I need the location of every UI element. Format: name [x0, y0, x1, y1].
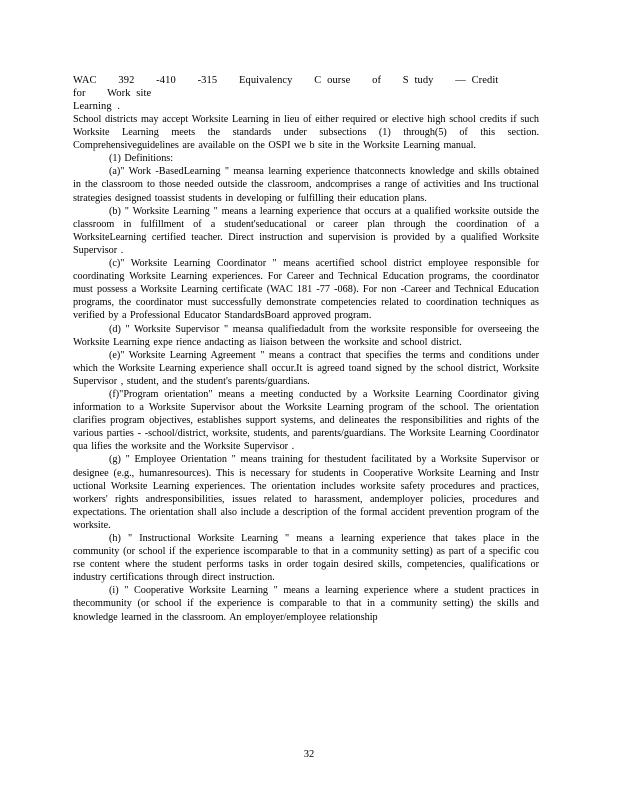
heading-part: WAC: [73, 75, 97, 86]
definition-g: (g) " Employee Orientation " means training for thestudent facilitated by a Worksite Supervisor or designee (e.g., humanresources). This is necessary for students in Cooperative Worksite Learning and Instr uctional Worksite Learning experiences. The orientation includes worksite safety procedures and practices, workers' rights andresponsibilities, issues related to harassment, andemployer policies, procedures and expectations. The orientation shall also include a description of the formal accident prevention program of the worksite.: [73, 454, 539, 531]
heading-part: of: [372, 75, 382, 86]
heading-part: C ourse: [314, 75, 351, 86]
definition-d: (d) " Worksite Supervisor " meansa qualifiedadult from the worksite responsible for overseeing the Worksite Learning expe rience andacting as liaison between the worksite and school district.: [73, 323, 539, 348]
heading-line-2: Learning .: [73, 101, 121, 112]
heading-part: for: [73, 88, 86, 99]
heading-line-1: [73, 74, 539, 100]
definition-e: (e)" Worksite Learning Agreement " means a contract that specifies the terms and conditions under which the Worksite Learning experience shall occur.It is agreed toand signed by the school district, Worksite Supervisor , student, and the student's parents/guardians.: [73, 349, 539, 387]
heading-part: Equivalency: [238, 75, 293, 86]
document-page: [73, 74, 539, 624]
definition-b: (b) " Worksite Learning " means a learning experience that occurs at a qualified worksite outside the classroom in fulfillment of a student'seducational or career plan through the coordination of a WorksiteLearning certified teacher. Direct instruction and supervision is provided by a qualified Worksite Supervisor .: [73, 205, 539, 256]
document-body: [73, 113, 539, 624]
section-heading: [73, 74, 539, 113]
definitions-heading: (1) Definitions:: [109, 153, 174, 165]
heading-part: S tudy: [402, 75, 434, 86]
definition-h: (h) " Instructional Worksite Learning " means a learning experience that takes place in the community (or school if the experience iscomparable to that in a community setting) as part of a specific cou rse content where the student performs tasks in order togain desired skills, competencies, qualifications or industry certifications through direct instruction.: [73, 533, 539, 584]
definition-a: (a)" Work -BasedLearning " meansa learning experience thatconnects knowledge and skills obtained in the classroom to those needed outside the classroom, andcomprises a range of activities and Ins tructional strategies designed toassist students in developing or fulfilling their education plans.: [73, 166, 539, 204]
page-number: 32: [303, 749, 315, 760]
heading-part: 392: [118, 75, 135, 86]
intro-paragraph: School districts may accept Worksite Learning in lieu of either required or elective high school credits if such Worksite Learning meets the standards under subsections (1) through(5) of this section. Comprehensiveguidelines are available on the OSPI we b site in the Worksite Learning manual.: [73, 114, 539, 152]
definition-f: (f)"Program orientation" means a meeting conducted by a Worksite Learning Coordinator giving information to a Worksite Supervisor about the Worksite Learning program of the school. The orientation clarifies program objectives, establishes support systems, and delineates the responsibilities and rights of the various parties - -school/district, worksite, students, and parents/guardians. The Worksite Learning Coordinator qua lifies the worksite and the Worksite Supervisor .: [73, 388, 539, 453]
heading-part: -315: [197, 75, 218, 86]
heading-part: -410: [156, 75, 176, 86]
heading-part: — Credit: [455, 75, 499, 86]
definition-c: (c)" Worksite Learning Coordinator " means acertified school district employee responsible for coordinating Worksite Learning experiences. For Career and Technical Education programs, the coordinator must possess a Worksite Learning certificate (WAC 181 -77 -068). For non -Career and Technical Education programs, the coordinator must successfully demonstrate competencies related to coordination techniques as verified by a Professional Educator StandardsBoard approved program.: [73, 258, 539, 322]
definition-i: (i) " Cooperative Worksite Learning " means a learning experience where a student practices in thecommunity (or school if the experience is comparable to that in a community setting) the skills and knowledge learned in the classroom. An employer/employee relationship: [73, 585, 539, 623]
heading-part: Work site: [107, 88, 152, 99]
